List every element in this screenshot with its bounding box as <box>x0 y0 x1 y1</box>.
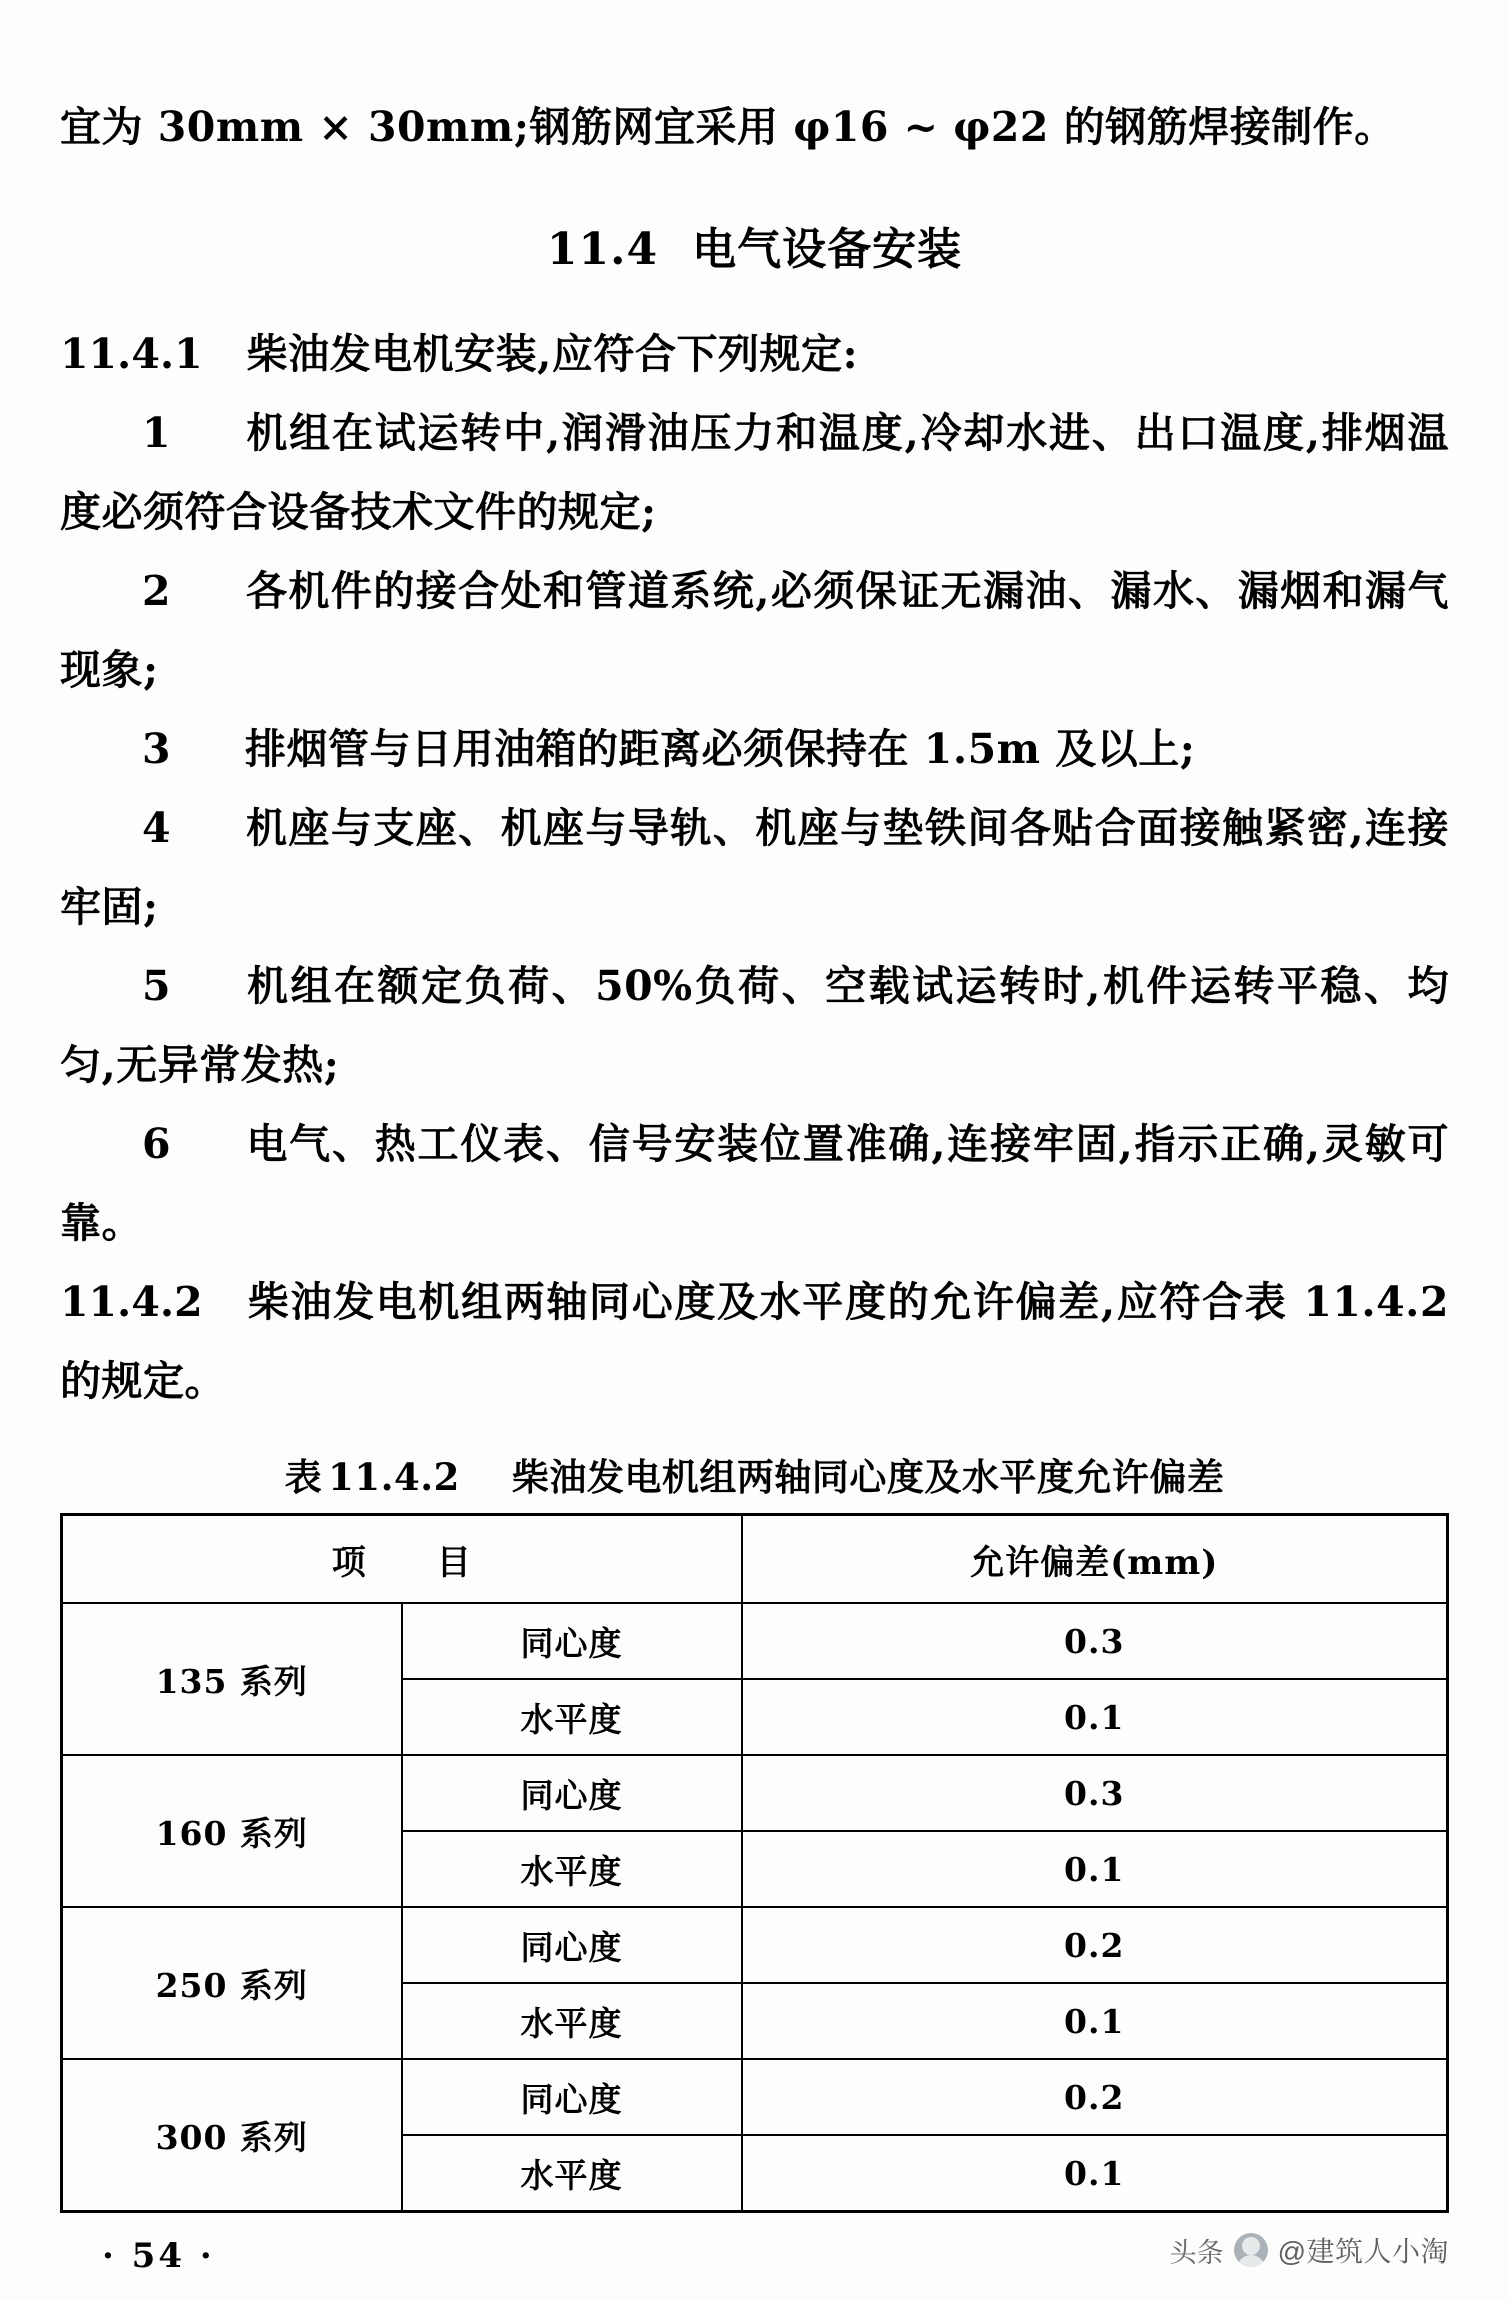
page-footer <box>0 2230 1509 2276</box>
item-number: 2 <box>142 567 172 615</box>
measure-name: 水平度 <box>402 1679 742 1755</box>
section-title: 电气设备安装 <box>692 224 963 275</box>
measure-name: 水平度 <box>402 2135 742 2212</box>
measure-value: 0.2 <box>742 2059 1448 2135</box>
tolerance-table <box>60 1513 1449 2213</box>
measure-name: 水平度 <box>402 1983 742 2059</box>
item-text: 机组在试运转中,润滑油压力和温度,冷却水进、出口温度,排烟温度必须符合设备技术文件的规定; <box>60 409 1449 536</box>
list-item-4 <box>60 789 1449 947</box>
item-text: 机组在额定负荷、50%负荷、空载试运转时,机件运转平稳、均匀,无异常发热; <box>60 962 1449 1089</box>
table-header-row <box>62 1515 1448 1604</box>
item-text: 排烟管与日用油箱的距离必须保持在 1.5m 及以上; <box>245 725 1196 773</box>
list-item-3 <box>60 710 1449 789</box>
clause-text: 柴油发电机安装,应符合下列规定: <box>246 330 859 378</box>
watermark <box>1170 2230 1449 2270</box>
item-number: 4 <box>142 804 172 852</box>
item-number: 1 <box>142 409 172 457</box>
section-heading <box>60 213 1449 277</box>
item-text: 各机件的接合处和管道系统,必须保证无漏油、漏水、漏烟和漏气现象; <box>60 567 1449 694</box>
measure-value: 0.1 <box>742 2135 1448 2212</box>
clause-number: 11.4.1 <box>60 330 203 378</box>
group-cell-250: 250 系列 <box>62 1907 402 2059</box>
table-caption-title: 柴油发电机组两轴同心度及水平度允许偏差 <box>511 1455 1225 1499</box>
header-cell-item: 项 目 <box>62 1515 742 1604</box>
measure-value: 0.3 <box>742 1603 1448 1679</box>
clause-11-4-2 <box>60 1263 1449 1421</box>
avatar-icon <box>1234 2233 1268 2267</box>
measure-value: 0.1 <box>742 1983 1448 2059</box>
list-item-5 <box>60 947 1449 1105</box>
watermark-author: @建筑人小淘 <box>1277 2236 1449 2267</box>
item-number: 6 <box>142 1120 172 1168</box>
table-caption <box>60 1447 1449 1501</box>
item-number: 3 <box>142 725 172 773</box>
page-number: · 54 · <box>102 2236 215 2276</box>
measure-value: 0.1 <box>742 1679 1448 1755</box>
measure-name: 同心度 <box>402 1755 742 1831</box>
table-row <box>62 1603 1448 1679</box>
page-content <box>0 88 1509 2213</box>
list-item-2 <box>60 552 1449 710</box>
watermark-platform: 头条 <box>1169 2237 1224 2268</box>
item-text: 机座与支座、机座与导轨、机座与垫铁间各贴合面接触紧密,连接牢固; <box>60 804 1449 931</box>
measure-name: 同心度 <box>402 2059 742 2135</box>
clause-text: 柴油发电机组两轴同心度及水平度的允许偏差,应符合表 11.4.2 的规定。 <box>60 1278 1449 1405</box>
measure-value: 0.3 <box>742 1755 1448 1831</box>
measure-name: 同心度 <box>402 1603 742 1679</box>
table-row <box>62 1907 1448 1983</box>
list-item-1 <box>60 394 1449 552</box>
table-container <box>60 1513 1449 2213</box>
measure-name: 水平度 <box>402 1831 742 1907</box>
clause-number: 11.4.2 <box>60 1278 203 1326</box>
measure-value: 0.1 <box>742 1831 1448 1907</box>
measure-name: 同心度 <box>402 1907 742 1983</box>
item-text: 电气、热工仪表、信号安装位置准确,连接牢固,指示正确,灵敏可靠。 <box>60 1120 1449 1247</box>
section-number: 11.4 <box>546 224 659 275</box>
item-number: 5 <box>142 962 172 1010</box>
measure-value: 0.2 <box>742 1907 1448 1983</box>
table-caption-number: 11.4.2 <box>328 1455 460 1499</box>
continued-paragraph: 宜为 30mm × 30mm;钢筋网宜采用 φ16 ~ φ22 的钢筋焊接制作。 <box>60 103 1396 151</box>
clause-11-4-1 <box>60 315 1449 394</box>
group-cell-160: 160 系列 <box>62 1755 402 1907</box>
list-item-6 <box>60 1105 1449 1263</box>
group-cell-300: 300 系列 <box>62 2059 402 2212</box>
group-cell-135: 135 系列 <box>62 1603 402 1755</box>
header-cell-tolerance: 允许偏差(mm) <box>742 1515 1448 1604</box>
table-row <box>62 2059 1448 2135</box>
table-row <box>62 1755 1448 1831</box>
table-caption-prefix: 表 <box>284 1455 323 1499</box>
